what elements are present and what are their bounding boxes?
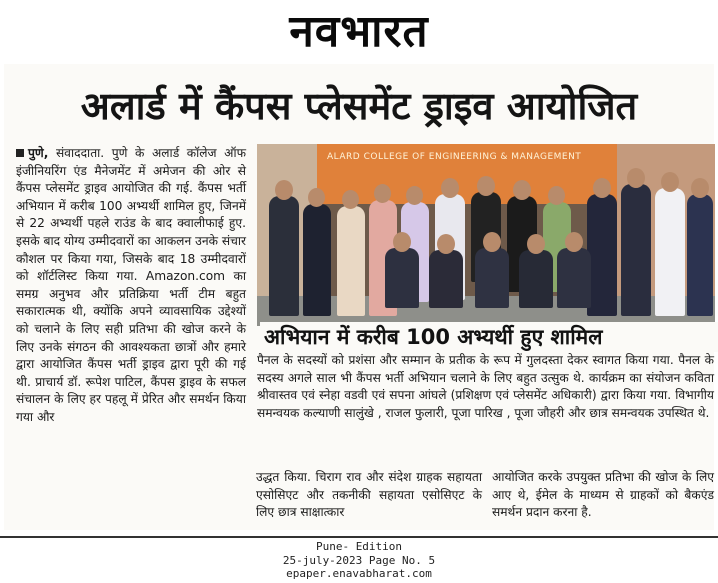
article-bottom-middle-column: उद्धत किया. चिराग राव और संदेश ग्राहक सहायता एसोसिएट और तकनीकी सहायता एसोसिएट के लिए छात्र साक्षात्कार (256, 470, 482, 520)
photo-banner-text: ALARD COLLEGE OF ENGINEERING & MANAGEMENT (327, 152, 582, 162)
article-right-column: पैनल के सदस्यों को प्रशंसा और सम्मान के प्रतीक के रूप में गुलदस्ता देकर स्वागत किया गया. पैनल के सदस्य अगले साल भी कैंपस भर्ती अभियान चलाने के लिए बहुत उत्सुक थे. कार्यक्रम का संयोजन कविता श्रीवास्तव एवं स्नेहा वडवी एवं सपना आंघले (प्रशिक्षण एवं प्लेसमेंट अधिकारी) द्वारा किया गया. विभागीय समन्वयक कल्याणी सालुंखे , राजल फुलारी, पूजा पारिख , पूजा जौहरी और छात्र समन्वयक उपस्थित थे. (257, 353, 714, 420)
edition-date-page: 25-july-2023 Page No. 5 (282, 553, 436, 567)
article-headline: अलार्ड में कैंपस प्लेसमेंट ड्राइव आयोजित (80, 84, 638, 128)
group-photo (257, 144, 715, 326)
edition-name: Pune- Edition (315, 540, 403, 553)
left-column-text: पुणे के अलार्ड कॉलेज ऑफ इंजीनियरिंग एंड मैनेजमेंट में अमेजन की ओर से कैंपस प्लेसमेंट ड्राइव आयोजित की गई. कैंपस भर्ती अभियान में करीब 100 अभ्यर्थी शामिल हुए, जिनमें से 22 अभ्यर्थी पहले राउंड के बाद क्वालीफाई हुए. इसके बाद योग्य उम्मीदवारों का आकलन उनके संचार कौशल पर किया गया, जिसके बाद 18 उम्मीदवारों को शॉर्टलिस्ट किया गया. Amazon.com का समग्र अनुभव और प्रतिक्रिया भर्ती टीम बहुत सकारात्मक थी, क्योंकि अपने व्यावसायिक उद्देश्यों को चलाने के लिए सही प्रतिभा की खोज करने के लिए उनके संगठन की आवश्यकता छात्रों और हमारे द्वारा आयोजित कैंपस भर्ती ड्राइव द्वारा पूरी की गई थी. प्राचार्य डॉ. रूपेश पाटिल, कैंपस ड्राइव के सफल संचालन के लिए हर पहलू में प्रेरित और समर्थन किया गया और (16, 146, 247, 424)
footer-divider (0, 536, 718, 538)
dateline: पुणे, (28, 146, 49, 160)
newspaper-masthead: नवभारत (289, 6, 429, 57)
article-left-column (16, 145, 246, 427)
byline: संवाददाता. (55, 146, 105, 160)
article-subheadline: अभियान में करीब 100 अभ्यर्थी हुए शामिल (260, 322, 718, 352)
edition-url: epaper.enavabharat.com (286, 567, 432, 580)
square-bullet-icon (16, 149, 24, 157)
article-bottom-right-column: आयोजित करके उपयुक्त प्रतिभा की खोज के लिए आए थे, ईमेल के माध्यम से ग्राहकों को बैकएंड समर्थन प्रदान करना है. (492, 470, 714, 520)
edition-footer (0, 540, 718, 581)
